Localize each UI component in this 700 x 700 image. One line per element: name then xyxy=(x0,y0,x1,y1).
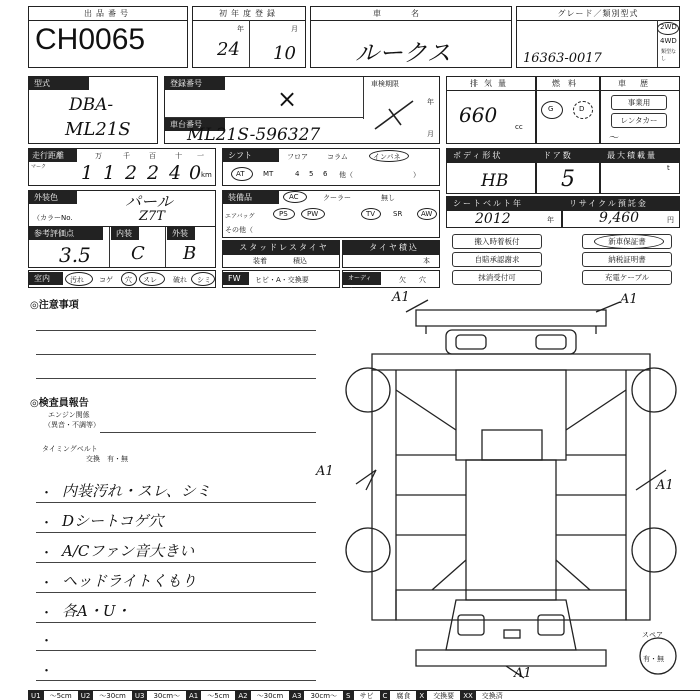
color-no-label: （カラーNo. xyxy=(33,214,73,222)
note-1: 内装汚れ・スレ、シミ xyxy=(62,482,211,500)
legend-x: X xyxy=(416,691,427,700)
mileage-digit-2: 1 xyxy=(103,162,116,184)
legend-a3: A3 xyxy=(289,691,304,700)
doors-value: 5 xyxy=(561,167,575,192)
legend-u3: U3 xyxy=(132,691,148,700)
legend-u2-desc: ～30cm xyxy=(99,692,126,700)
color-no-value: Z7T xyxy=(139,209,165,224)
recycle-value: 9,460 xyxy=(599,210,640,226)
model-value-2: ML21S xyxy=(65,119,131,140)
spare-options: 有・無 xyxy=(643,655,664,663)
legend-u3-desc: 30cm～ xyxy=(153,692,181,700)
cond-hole: 穴 xyxy=(125,276,132,284)
mark-left-side: A1 xyxy=(316,464,334,479)
inspection-year: 年 xyxy=(427,98,434,106)
body-box xyxy=(446,148,536,194)
equip-aw: AW xyxy=(421,210,433,218)
fuel-box xyxy=(536,76,600,144)
mileage-box xyxy=(28,148,216,186)
shift-column: コラム xyxy=(327,153,348,161)
note-2: Dシートコゲ穴 xyxy=(62,512,164,530)
load-box xyxy=(600,148,680,194)
interior-label: 内装 xyxy=(111,227,139,240)
mileage-unit-ichi: 一 xyxy=(197,152,204,160)
studless-loaded: 積込 xyxy=(293,257,307,265)
registration-box xyxy=(164,76,440,144)
tire-box xyxy=(342,240,440,268)
mileage-digit-3: 2 xyxy=(125,162,138,184)
auction-sheet: 出品番号 CH0065 初年度登録 年 月 24 10 車名 ルークス グレード／類別型式 16363-0017 2WD 4WD 類型なし 型式 DBA- ML21S 登録番号 × 車検期限 年 月 車台番号 ML21S-596327 排気量 660 cc 燃料 G D 車歴 事業用 レンタカー 〜 走行距離 マーク 万 千 百 十 一 1 1 2 2 4 0 km シフト フロア コラム インパネ AT MT 4 5 6 他（ ） ボディ形状 HB ドア数 5 最大積載量 t 外装色 パール （カラーNo. Z7T 装備品 AC クーラー 無し エアバッグ PS PW TV SR AW その他（ シートベルト年 2012 年 リサイクル預託金 9,460 円 参考評価点 内装 外装 3.5 C B スタッドレスタイヤ 装着 積込 タイヤ積込 本 搬入時着板付 新車保証書 自賠承認謝求 納税証明書 抹消受付可 充電ケーブル 室内 汚れ コゲ 穴 スレ 破れ シミ FW ヒビ・A・交換要 オーディオ 欠 穴 ◎注意事項 ◎検査員報告 エンジン関係 （異音・不調等） タイミングベルト 交換 有・無 ・ 内装汚れ・スレ、シミ ・ Dシートコゲ穴 ・ A/Cファン音大きい ・ ヘッドライトくもり ・ 各A・U・ ・ ・ A1 A1 A1 A1 A1 スペア 有・無 U1 ～5cm U2 ～30cm U3 30cm～ A1 ～5cm A2 ～30cm A3 30cm～ S サビ C 腐食 X 交換要 XX 交換済 xyxy=(0,0,700,700)
cond-dirt: 汚れ xyxy=(70,276,84,284)
note-5: 各A・U・ xyxy=(62,602,131,620)
note-4: ヘッドライトくもり xyxy=(62,572,197,590)
mark-right-side: A1 xyxy=(656,478,674,493)
audio-hole: 穴 xyxy=(419,276,426,284)
load-unit: t xyxy=(667,164,670,172)
mark-rear: A1 xyxy=(514,666,532,681)
equip-other: その他（ xyxy=(225,226,253,234)
drive-2wd: 2WD xyxy=(660,23,677,31)
car-name: ルークス xyxy=(355,39,451,67)
exterior-value: B xyxy=(183,243,197,264)
grade-box xyxy=(516,6,680,68)
recycle-unit: 円 xyxy=(667,216,674,224)
first-registration-month: 10 xyxy=(273,43,296,64)
studless-mounted: 装着 xyxy=(253,257,267,265)
doc-button-1: 搬入時着板付 xyxy=(452,234,542,249)
equip-tv: TV xyxy=(366,210,376,218)
legend-a1-desc: ～5cm xyxy=(207,692,230,700)
car-name-label: 車名 xyxy=(311,7,511,21)
equipment-box xyxy=(222,190,440,238)
legend-a1: A1 xyxy=(186,691,201,700)
legend-a2: A2 xyxy=(235,691,250,700)
legend-u1-desc: ～5cm xyxy=(49,692,72,700)
timing-belt-label: タイミングベルト xyxy=(42,445,98,453)
equip-airbag: エアバッグ xyxy=(225,213,255,220)
shift-at: AT xyxy=(236,170,245,178)
legend-s: S xyxy=(343,691,353,700)
equip-none: 無し xyxy=(381,194,395,202)
mileage-unit-juu: 十 xyxy=(175,152,182,160)
audio-box xyxy=(342,270,440,295)
audio-label: オーディオ xyxy=(343,272,381,285)
mileage-digit-1: 1 xyxy=(81,162,94,184)
equip-ac: AC xyxy=(289,193,299,201)
legend-xx-desc: 交換済 xyxy=(481,692,503,700)
score-box xyxy=(28,226,216,268)
fw-label: FW xyxy=(223,272,249,285)
legend-u2: U2 xyxy=(78,691,94,700)
inspector-heading: ◎検査員報告 xyxy=(30,398,89,409)
year-unit: 年 xyxy=(237,25,244,33)
grade-value: 16363-0017 xyxy=(523,51,602,66)
model-box xyxy=(28,76,158,144)
reg-number-label: 登録番号 xyxy=(165,77,225,90)
recycle-label: リサイクル預託金 xyxy=(563,197,679,211)
model-label: 型式 xyxy=(29,77,89,90)
caution-heading: ◎注意事項 xyxy=(30,300,79,311)
legend-c: C xyxy=(380,691,391,700)
shift-label: シフト xyxy=(223,149,279,162)
doc-button-4: 納税証明書 xyxy=(582,252,672,267)
fw-options: ヒビ・A・交換要 xyxy=(255,276,309,284)
body-value: HB xyxy=(481,171,509,191)
studless-label: スタッドレスタイヤ xyxy=(223,241,339,255)
legend-xx: XX xyxy=(460,691,476,700)
doc-button-2: 新車保証書 xyxy=(582,234,672,249)
shift-floor: フロア xyxy=(287,153,308,161)
mileage-digit-6: 0 xyxy=(189,162,202,184)
cond-burn: コゲ xyxy=(99,276,113,284)
engine-label-2: （異音・不調等） xyxy=(44,421,100,429)
seatbelt-year: 2012 xyxy=(475,211,511,227)
equip-sr: SR xyxy=(393,210,403,218)
lot-number: CH0065 xyxy=(35,23,146,56)
mileage-digit-4: 2 xyxy=(147,162,160,184)
first-registration-year: 24 xyxy=(217,39,240,60)
tire-label: タイヤ積込 xyxy=(343,241,439,255)
equip-pw: PW xyxy=(307,210,319,218)
lot-number-box xyxy=(28,6,188,68)
drive-none: 類型なし xyxy=(661,49,677,62)
doc-button-5: 抹消受付可 xyxy=(452,270,542,285)
shift-mt: MT xyxy=(263,170,274,178)
shift-4: 4 xyxy=(295,170,300,178)
recycle-box xyxy=(562,196,680,228)
equip-ps: PS xyxy=(279,210,288,218)
legend-u1: U1 xyxy=(28,691,44,700)
color-box xyxy=(28,190,216,228)
mileage-unit-man: 万 xyxy=(95,152,102,160)
score-value: 3.5 xyxy=(59,243,91,267)
mileage-mark: マーク xyxy=(31,164,47,170)
shift-instpanel: インパネ xyxy=(373,153,401,161)
fuel-diesel: D xyxy=(579,105,585,113)
spare-label: スペア xyxy=(642,631,663,639)
fuel-label: 燃料 xyxy=(537,77,599,91)
drive-4wd: 4WD xyxy=(660,37,677,45)
mileage-label: 走行距離 xyxy=(29,149,77,162)
chassis-value: ML21S-596327 xyxy=(187,125,321,145)
doc-button-3: 自賠承認謝求 xyxy=(452,252,542,267)
exterior-label: 外装 xyxy=(167,227,195,240)
fuel-gasoline: G xyxy=(548,105,554,113)
interior-value: C xyxy=(131,243,145,264)
shift-5: 5 xyxy=(309,170,314,178)
score-label: 参考評価点 xyxy=(29,227,103,240)
color-label: 外装色 xyxy=(29,191,77,204)
grade-label: グレード／類別型式 xyxy=(517,7,679,21)
history-rental: レンタカー xyxy=(611,113,667,128)
note-3: A/Cファン音大きい xyxy=(62,542,195,560)
mileage-km: km xyxy=(201,171,212,179)
color-value: パール xyxy=(125,192,173,211)
legend-bar xyxy=(28,690,700,700)
legend-a2-desc: ～30cm xyxy=(256,692,284,700)
shift-other-close: ） xyxy=(413,171,420,179)
mileage-unit-sen: 千 xyxy=(123,152,130,160)
chassis-label: 車台番号 xyxy=(165,118,225,131)
month-unit: 月 xyxy=(291,25,298,33)
car-name-box xyxy=(310,6,512,68)
seatbelt-box xyxy=(446,196,562,228)
tire-unit: 本 xyxy=(423,257,430,265)
mark-front-left: A1 xyxy=(392,290,410,305)
equip-cooler: クーラー xyxy=(323,194,351,202)
audio-missing: 欠 xyxy=(399,276,406,284)
cond-stain: シミ xyxy=(197,276,211,284)
seatbelt-label: シートベルト年 xyxy=(447,197,561,211)
mark-front-right: A1 xyxy=(620,292,638,307)
seatbelt-unit: 年 xyxy=(547,216,554,224)
model-value-1: DBA- xyxy=(69,95,114,115)
displacement-label: 排気量 xyxy=(447,77,535,91)
studless-box xyxy=(222,240,340,268)
displacement-unit: cc xyxy=(515,123,523,131)
cond-scuff: スレ xyxy=(143,276,157,284)
displacement-box xyxy=(446,76,536,144)
history-label: 車歴 xyxy=(601,77,679,91)
lot-number-label: 出品番号 xyxy=(29,7,187,21)
legend-a3-desc: 30cm～ xyxy=(310,692,338,700)
cond-tear: 破れ xyxy=(173,276,187,284)
shift-6: 6 xyxy=(323,170,328,178)
history-box: 車歴 事業用 レンタカー 〜 xyxy=(600,76,680,144)
mileage-unit-hyaku: 百 xyxy=(149,152,156,160)
legend-x-desc: 交換要 xyxy=(433,692,455,700)
timing-belt-options: 交換 有・無 xyxy=(86,455,128,463)
first-registration-label: 初年度登録 xyxy=(193,7,305,21)
mileage-digit-5: 4 xyxy=(169,162,182,184)
first-registration-box xyxy=(192,6,306,68)
reg-number-value: × xyxy=(277,85,298,113)
inspection-cross-out xyxy=(369,91,419,139)
doc-button-6: 充電ケーブル xyxy=(582,270,672,285)
inspection-label: 車検期限 xyxy=(371,80,399,88)
load-label: 最大積載量 xyxy=(601,149,679,163)
inspection-month: 月 xyxy=(427,130,434,138)
legend-s-desc: サビ xyxy=(359,692,374,700)
doors-box xyxy=(536,148,600,194)
car-damage-diagram xyxy=(336,290,700,680)
doors-label: ドア数 xyxy=(537,149,599,163)
history-business: 事業用 xyxy=(611,95,667,110)
equipment-label: 装備品 xyxy=(223,191,279,204)
interior-condition-box xyxy=(28,270,216,288)
interior-condition-label: 室内 xyxy=(29,272,63,285)
legend-c-desc: 腐食 xyxy=(396,692,411,700)
body-label: ボディ形状 xyxy=(447,149,535,163)
shift-box xyxy=(222,148,440,186)
displacement-value: 660 xyxy=(459,103,498,127)
engine-label-1: エンジン関係 xyxy=(48,411,90,419)
shift-other: 他（ xyxy=(339,171,353,179)
fw-box xyxy=(222,270,340,288)
